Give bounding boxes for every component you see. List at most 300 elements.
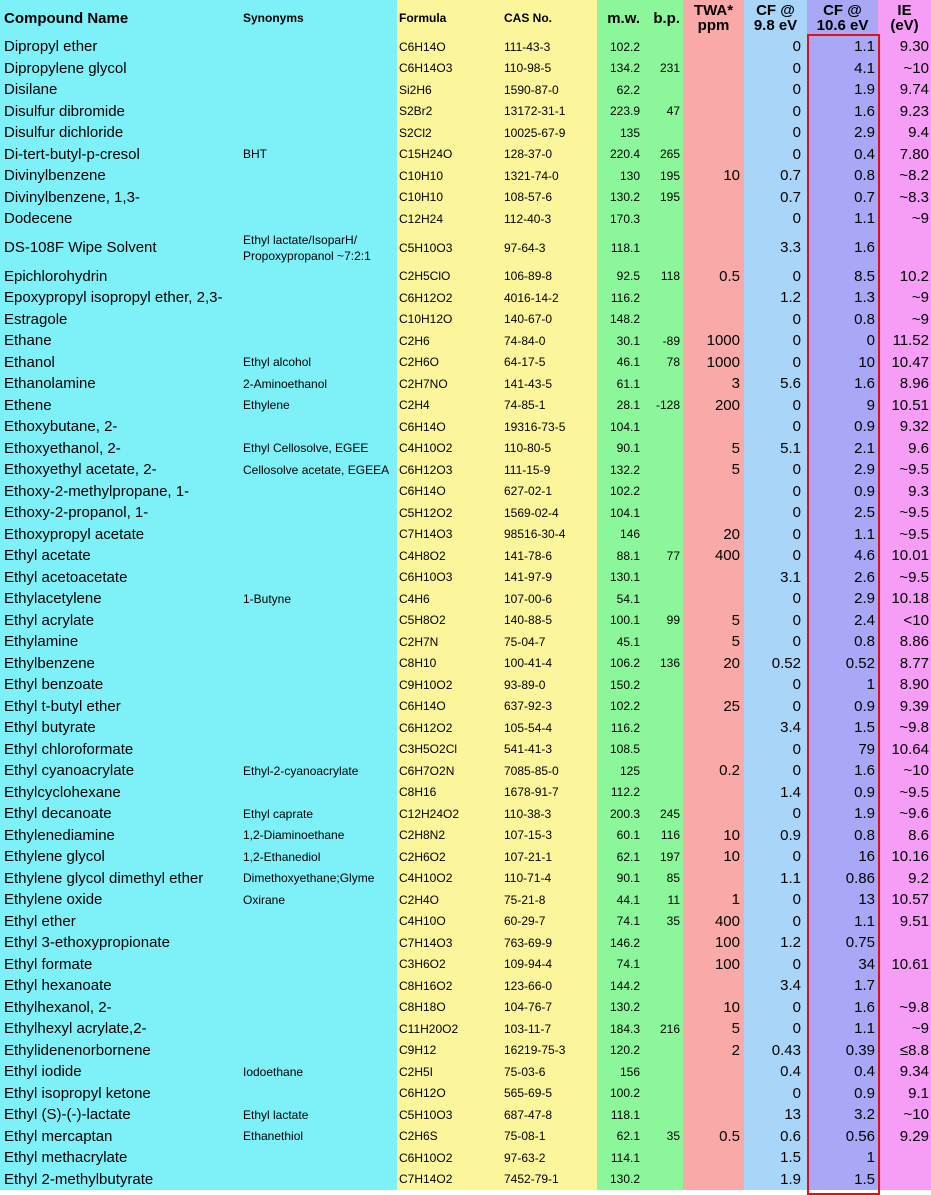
cell-cf-10-6: 0.9 <box>807 782 878 804</box>
cell-twa: 10 <box>683 997 744 1019</box>
table-row <box>0 782 931 804</box>
cell-cf-9-8: 0 <box>744 395 807 417</box>
table-row <box>0 79 931 101</box>
cell-mw: 118.1 <box>597 1104 643 1126</box>
header-compound-name: Compound Name <box>0 0 241 36</box>
cell-synonyms <box>241 309 397 331</box>
cell-ie: 9.6 <box>878 438 931 460</box>
cell-cf-10-6: 1.6 <box>807 373 878 395</box>
cell-cf-10-6: 0 <box>807 330 878 352</box>
cell-twa <box>683 187 744 209</box>
cell-bp: 47 <box>643 101 683 123</box>
cell-formula: C4H8O2 <box>397 545 500 567</box>
cell-cf-9-8: 1.5 <box>744 1147 807 1169</box>
cell-cf-10-6: 9 <box>807 395 878 417</box>
cell-formula: C6H14O <box>397 696 500 718</box>
cell-cf-9-8: 0 <box>744 208 807 230</box>
cell-mw: 90.1 <box>597 438 643 460</box>
cell-mw: 108.5 <box>597 739 643 761</box>
cell-cf-10-6: 1.5 <box>807 1169 878 1191</box>
cell-bp <box>643 975 683 997</box>
cell-cf-10-6: 0.9 <box>807 481 878 503</box>
cell-ie: 11.52 <box>878 330 931 352</box>
cell-bp: -128 <box>643 395 683 417</box>
cell-cas-no: 141-78-6 <box>500 545 597 567</box>
cell-cas-no: 16219-75-3 <box>500 1040 597 1062</box>
cell-mw: 130.2 <box>597 1169 643 1191</box>
cell-mw: 88.1 <box>597 545 643 567</box>
cell-cf-9-8: 0 <box>744 122 807 144</box>
cell-cf-9-8: 3.1 <box>744 567 807 589</box>
table-row <box>0 287 931 309</box>
cell-ie: 9.1 <box>878 1083 931 1105</box>
cell-cf-9-8: 0 <box>744 330 807 352</box>
header-twa-line1: TWA* <box>693 2 734 19</box>
cell-cf-10-6: 0.56 <box>807 1126 878 1148</box>
cell-cf-9-8: 0 <box>744 545 807 567</box>
cell-bp: 265 <box>643 144 683 166</box>
cell-synonyms <box>241 932 397 954</box>
cell-formula: C2H5ClO <box>397 266 500 288</box>
cell-cas-no: 687-47-8 <box>500 1104 597 1126</box>
cell-synonyms <box>241 416 397 438</box>
cell-ie <box>878 1169 931 1191</box>
cell-cf-9-8: 0 <box>744 58 807 80</box>
header-bp: b.p. <box>643 0 683 36</box>
cell-twa: 3 <box>683 373 744 395</box>
cell-bp: 11 <box>643 889 683 911</box>
cell-compound-name: Ethylhexanol, 2- <box>0 997 241 1019</box>
cell-formula: C6H12O2 <box>397 287 500 309</box>
header-cf-9-8-line1: CF @ <box>756 2 795 19</box>
cell-bp: 195 <box>643 187 683 209</box>
cell-cf-10-6: 3.2 <box>807 1104 878 1126</box>
cell-bp <box>643 696 683 718</box>
table-row <box>0 502 931 524</box>
table-row <box>0 1018 931 1040</box>
cell-twa <box>683 739 744 761</box>
table-row <box>0 911 931 933</box>
cell-ie: ~10 <box>878 58 931 80</box>
cell-bp <box>643 208 683 230</box>
cell-twa <box>683 588 744 610</box>
cell-mw: 144.2 <box>597 975 643 997</box>
cell-cf-9-8: 0 <box>744 588 807 610</box>
cell-cas-no: 112-40-3 <box>500 208 597 230</box>
cell-cf-9-8: 0.9 <box>744 825 807 847</box>
cell-cas-no: 13172-31-1 <box>500 101 597 123</box>
cell-mw: 134.2 <box>597 58 643 80</box>
cell-synonyms <box>241 1083 397 1105</box>
cell-synonyms <box>241 101 397 123</box>
table-row <box>0 889 931 911</box>
cell-cf-9-8: 0 <box>744 739 807 761</box>
cell-synonyms <box>241 997 397 1019</box>
cell-compound-name: Ethene <box>0 395 241 417</box>
table-row <box>0 696 931 718</box>
cell-formula: C6H12O2 <box>397 717 500 739</box>
cell-synonyms <box>241 782 397 804</box>
cell-cas-no: 105-54-4 <box>500 717 597 739</box>
cell-cas-no: 637-92-3 <box>500 696 597 718</box>
cell-twa: 5 <box>683 438 744 460</box>
cell-ie: ~9 <box>878 208 931 230</box>
cell-cf-10-6: 1.1 <box>807 1018 878 1040</box>
cell-formula: C2H7NO <box>397 373 500 395</box>
cell-cf-9-8: 0 <box>744 610 807 632</box>
cell-bp: 35 <box>643 911 683 933</box>
cell-mw: 132.2 <box>597 459 643 481</box>
header-twa-line2: ppm <box>697 17 730 34</box>
cell-compound-name: Ethylbenzene <box>0 653 241 675</box>
cell-synonyms: Iodoethane <box>241 1061 397 1083</box>
cell-mw: 125 <box>597 760 643 782</box>
cell-twa: 5 <box>683 610 744 632</box>
cell-mw: 223.9 <box>597 101 643 123</box>
cell-cas-no: 1590-87-0 <box>500 79 597 101</box>
cell-ie: 9.51 <box>878 911 931 933</box>
cell-formula: Si2H6 <box>397 79 500 101</box>
cell-cf-10-6: 1.1 <box>807 36 878 58</box>
cell-compound-name: Ethyl acrylate <box>0 610 241 632</box>
cell-cf-9-8: 1.9 <box>744 1169 807 1191</box>
cell-bp <box>643 1147 683 1169</box>
cell-synonyms: Ethyl caprate <box>241 803 397 825</box>
cell-cf-10-6: 34 <box>807 954 878 976</box>
cell-synonyms <box>241 1147 397 1169</box>
cell-mw: 44.1 <box>597 889 643 911</box>
table-row <box>0 717 931 739</box>
cell-cf-9-8: 3.4 <box>744 717 807 739</box>
cell-cas-no: 106-89-8 <box>500 266 597 288</box>
cell-ie: ~9.6 <box>878 803 931 825</box>
cell-ie: 9.4 <box>878 122 931 144</box>
cell-compound-name: Ethyl ether <box>0 911 241 933</box>
cell-cf-10-6: 79 <box>807 739 878 761</box>
cell-cas-no: 10025-67-9 <box>500 122 597 144</box>
cell-compound-name: Ethyl 3-ethoxypropionate <box>0 932 241 954</box>
cell-cas-no: 110-38-3 <box>500 803 597 825</box>
cell-twa <box>683 1104 744 1126</box>
cell-cas-no: 107-21-1 <box>500 846 597 868</box>
cell-bp <box>643 373 683 395</box>
cell-twa <box>683 144 744 166</box>
cell-synonyms <box>241 610 397 632</box>
cell-synonyms: Ethyl lactate/IsoparH/ Propoxypropanol ~7:2:1 <box>241 230 397 266</box>
cell-twa: 400 <box>683 545 744 567</box>
cell-mw: 62.1 <box>597 846 643 868</box>
cell-compound-name: Ethyl butyrate <box>0 717 241 739</box>
cell-compound-name: Ethane <box>0 330 241 352</box>
cell-twa <box>683 481 744 503</box>
cell-ie: 9.39 <box>878 696 931 718</box>
cell-synonyms <box>241 481 397 503</box>
cell-ie: ~9.8 <box>878 997 931 1019</box>
cell-bp <box>643 997 683 1019</box>
cell-cf-9-8: 0 <box>744 997 807 1019</box>
cell-ie: 9.2 <box>878 868 931 890</box>
cell-compound-name: Ethoxybutane, 2- <box>0 416 241 438</box>
cell-cf-10-6: 0.8 <box>807 825 878 847</box>
table-row <box>0 352 931 374</box>
cell-cf-10-6: 2.5 <box>807 502 878 524</box>
cell-twa <box>683 674 744 696</box>
cell-compound-name: Ethylenediamine <box>0 825 241 847</box>
cell-ie: 9.3 <box>878 481 931 503</box>
cell-compound-name: Ethoxy-2-methylpropane, 1- <box>0 481 241 503</box>
cell-cf-9-8: 0.7 <box>744 165 807 187</box>
cell-ie: 8.90 <box>878 674 931 696</box>
cell-formula: C2H5I <box>397 1061 500 1083</box>
table-row <box>0 36 931 58</box>
cell-bp <box>643 567 683 589</box>
cell-cf-9-8: 3.4 <box>744 975 807 997</box>
cell-cf-10-6: 2.9 <box>807 588 878 610</box>
cell-twa <box>683 502 744 524</box>
cell-cas-no: 97-64-3 <box>500 230 597 266</box>
cell-mw: 61.1 <box>597 373 643 395</box>
header-synonyms: Synonyms <box>241 0 397 36</box>
cell-compound-name: Ethylene glycol <box>0 846 241 868</box>
cell-cf-9-8: 0 <box>744 416 807 438</box>
cell-mw: 130.2 <box>597 187 643 209</box>
cell-formula: C9H10O2 <box>397 674 500 696</box>
cell-cas-no: 7452-79-1 <box>500 1169 597 1191</box>
cell-cas-no: 123-66-0 <box>500 975 597 997</box>
cell-formula: C6H14O3 <box>397 58 500 80</box>
cell-ie: ~9.5 <box>878 502 931 524</box>
cell-compound-name: Divinylbenzene <box>0 165 241 187</box>
table-row <box>0 739 931 761</box>
cell-mw: 62.2 <box>597 79 643 101</box>
cell-synonyms <box>241 208 397 230</box>
cell-twa: 0.5 <box>683 266 744 288</box>
cell-bp: 118 <box>643 266 683 288</box>
cell-cf-9-8: 0 <box>744 309 807 331</box>
cell-ie: 10.2 <box>878 266 931 288</box>
table-row <box>0 144 931 166</box>
cell-mw: 90.1 <box>597 868 643 890</box>
cell-compound-name: Ethyl 2-methylbutyrate <box>0 1169 241 1191</box>
cell-cf-10-6: 1.6 <box>807 230 878 266</box>
cell-formula: C6H14O <box>397 416 500 438</box>
cell-cas-no: 97-63-2 <box>500 1147 597 1169</box>
cell-ie: ~9.5 <box>878 459 931 481</box>
cell-cf-9-8: 5.1 <box>744 438 807 460</box>
cell-compound-name: Disulfur dibromide <box>0 101 241 123</box>
cell-compound-name: Ethyl mercaptan <box>0 1126 241 1148</box>
cell-formula: C10H12O <box>397 309 500 331</box>
cell-formula: C5H12O2 <box>397 502 500 524</box>
cell-compound-name: Divinylbenzene, 1,3- <box>0 187 241 209</box>
cell-bp <box>643 79 683 101</box>
cell-cf-9-8: 0 <box>744 481 807 503</box>
cell-ie: 10.16 <box>878 846 931 868</box>
cell-cf-10-6: 16 <box>807 846 878 868</box>
cell-bp <box>643 588 683 610</box>
cell-ie: ~10 <box>878 760 931 782</box>
header-ie-line1: IE <box>897 2 912 19</box>
cell-formula: C7H14O3 <box>397 524 500 546</box>
cell-compound-name: Ethyl isopropyl ketone <box>0 1083 241 1105</box>
cell-cf-9-8: 0 <box>744 101 807 123</box>
cell-cas-no: 104-76-7 <box>500 997 597 1019</box>
cell-mw: 106.2 <box>597 653 643 675</box>
cell-mw: 116.2 <box>597 717 643 739</box>
cell-compound-name: Di-tert-butyl-p-cresol <box>0 144 241 166</box>
cell-bp: 77 <box>643 545 683 567</box>
cell-compound-name: Ethyl iodide <box>0 1061 241 1083</box>
cell-ie: ≤8.8 <box>878 1040 931 1062</box>
cell-mw: 130.1 <box>597 567 643 589</box>
cell-mw: 102.2 <box>597 696 643 718</box>
cell-compound-name: Ethoxy-2-propanol, 1- <box>0 502 241 524</box>
cell-bp <box>643 122 683 144</box>
table-row <box>0 481 931 503</box>
cell-twa <box>683 230 744 266</box>
cell-cas-no: 140-88-5 <box>500 610 597 632</box>
cell-cf-10-6: 10 <box>807 352 878 374</box>
cell-bp <box>643 631 683 653</box>
cell-ie: 10.47 <box>878 352 931 374</box>
cell-bp: 245 <box>643 803 683 825</box>
cell-twa: 5 <box>683 459 744 481</box>
cell-synonyms <box>241 653 397 675</box>
cell-twa: 20 <box>683 524 744 546</box>
cell-synonyms <box>241 1018 397 1040</box>
cell-cas-no: 110-80-5 <box>500 438 597 460</box>
cell-cf-9-8: 0 <box>744 846 807 868</box>
table-row <box>0 1169 931 1191</box>
cell-cf-9-8: 1.1 <box>744 868 807 890</box>
cell-mw: 170.3 <box>597 208 643 230</box>
header-cf-10-6-line2: 10.6 eV <box>816 17 869 34</box>
cell-cf-10-6: 2.6 <box>807 567 878 589</box>
cell-twa <box>683 309 744 331</box>
cell-synonyms: 1-Butyne <box>241 588 397 610</box>
cell-cas-no: 110-98-5 <box>500 58 597 80</box>
cell-cf-10-6: 2.1 <box>807 438 878 460</box>
cell-bp <box>643 459 683 481</box>
cell-cas-no: 541-41-3 <box>500 739 597 761</box>
cell-mw: 102.2 <box>597 481 643 503</box>
cell-formula: C4H6 <box>397 588 500 610</box>
cell-cf-9-8: 0 <box>744 889 807 911</box>
table-row <box>0 1061 931 1083</box>
cell-formula: C2H6 <box>397 330 500 352</box>
cell-formula: C6H7O2N <box>397 760 500 782</box>
cell-cas-no: 75-08-1 <box>500 1126 597 1148</box>
cell-cf-10-6: 1 <box>807 674 878 696</box>
cell-twa <box>683 1083 744 1105</box>
cell-cf-9-8: 0.43 <box>744 1040 807 1062</box>
cell-cf-9-8: 0 <box>744 631 807 653</box>
cell-compound-name: Ethoxypropyl acetate <box>0 524 241 546</box>
cell-compound-name: Ethyl chloroformate <box>0 739 241 761</box>
cell-cas-no: 111-43-3 <box>500 36 597 58</box>
cell-bp <box>643 36 683 58</box>
cell-formula: C2H4 <box>397 395 500 417</box>
cell-compound-name: Ethyl t-butyl ether <box>0 696 241 718</box>
cell-compound-name: Ethyl (S)-(-)-lactate <box>0 1104 241 1126</box>
cell-ie: 10.61 <box>878 954 931 976</box>
cell-synonyms <box>241 674 397 696</box>
cell-cf-9-8: 0 <box>744 911 807 933</box>
table-row <box>0 395 931 417</box>
cell-cf-9-8: 0.52 <box>744 653 807 675</box>
cell-bp: -89 <box>643 330 683 352</box>
cell-twa <box>683 36 744 58</box>
cell-synonyms: Cellosolve acetate, EGEEA <box>241 459 397 481</box>
cell-mw: 120.2 <box>597 1040 643 1062</box>
cell-bp <box>643 230 683 266</box>
cell-formula: C11H20O2 <box>397 1018 500 1040</box>
cell-synonyms <box>241 717 397 739</box>
cell-compound-name: Dodecene <box>0 208 241 230</box>
cell-compound-name: Disilane <box>0 79 241 101</box>
cell-compound-name: Epichlorohydrin <box>0 266 241 288</box>
cell-cf-10-6: 0.75 <box>807 932 878 954</box>
cell-synonyms <box>241 696 397 718</box>
cell-synonyms <box>241 165 397 187</box>
cell-bp: 78 <box>643 352 683 374</box>
cell-mw: 60.1 <box>597 825 643 847</box>
cell-twa: 2 <box>683 1040 744 1062</box>
cell-cf-10-6: 4.6 <box>807 545 878 567</box>
cell-twa <box>683 287 744 309</box>
cell-cas-no: 75-21-8 <box>500 889 597 911</box>
table-row <box>0 545 931 567</box>
cell-twa <box>683 803 744 825</box>
cell-cf-10-6: 0.4 <box>807 144 878 166</box>
header-ie-line2: (eV) <box>890 17 919 34</box>
cell-cf-10-6: 0.8 <box>807 631 878 653</box>
cell-twa <box>683 717 744 739</box>
cell-cf-10-6: 2.9 <box>807 122 878 144</box>
cell-synonyms: BHT <box>241 144 397 166</box>
cell-formula: C6H14O <box>397 481 500 503</box>
table-row <box>0 266 931 288</box>
cell-twa: 1 <box>683 889 744 911</box>
cell-formula: C9H12 <box>397 1040 500 1062</box>
cell-twa: 400 <box>683 911 744 933</box>
cell-cf-9-8: 0 <box>744 1083 807 1105</box>
cell-mw: 28.1 <box>597 395 643 417</box>
table-row <box>0 674 931 696</box>
cell-twa <box>683 101 744 123</box>
cell-twa: 200 <box>683 395 744 417</box>
cell-cf-10-6: 2.9 <box>807 459 878 481</box>
cell-cf-10-6: 1.6 <box>807 997 878 1019</box>
cell-compound-name: Ethoxyethanol, 2- <box>0 438 241 460</box>
cell-mw: 116.2 <box>597 287 643 309</box>
cell-cas-no: 107-00-6 <box>500 588 597 610</box>
cell-bp <box>643 309 683 331</box>
cell-synonyms <box>241 1169 397 1191</box>
cell-compound-name: Ethyl benzoate <box>0 674 241 696</box>
cell-twa: 0.2 <box>683 760 744 782</box>
cell-ie: 9.74 <box>878 79 931 101</box>
cell-cf-9-8: 1.4 <box>744 782 807 804</box>
table-row <box>0 373 931 395</box>
cell-cas-no: 60-29-7 <box>500 911 597 933</box>
cell-mw: 104.1 <box>597 416 643 438</box>
cell-bp <box>643 1104 683 1126</box>
cell-twa: 20 <box>683 653 744 675</box>
cell-compound-name: Estragole <box>0 309 241 331</box>
cell-cf-10-6: 0.8 <box>807 309 878 331</box>
cell-synonyms <box>241 122 397 144</box>
